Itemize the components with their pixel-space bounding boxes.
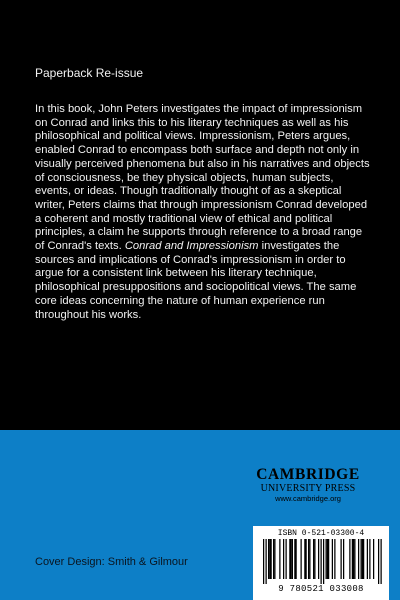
barcode-bar — [354, 539, 355, 579]
barcode-bar — [306, 539, 307, 579]
barcode-bar — [358, 539, 359, 579]
barcode-bar — [341, 539, 342, 579]
barcode-bar — [273, 539, 274, 579]
barcode-bar — [343, 539, 344, 579]
barcode-bar — [308, 539, 309, 579]
barcode-bar — [361, 539, 362, 579]
barcode-bar — [327, 539, 328, 579]
barcode-bar — [266, 539, 267, 584]
publisher-logo — [253, 467, 363, 503]
barcode — [253, 526, 389, 600]
barcode-bar — [289, 539, 290, 579]
barcode-bar — [352, 539, 353, 579]
publisher-url: www.cambridge.org — [275, 494, 341, 503]
barcode-bar — [263, 539, 264, 584]
isbn-number: ISBN 0-521-03300-4 — [277, 529, 365, 538]
barcode-bar — [291, 539, 292, 579]
barcode-bar — [314, 539, 315, 579]
blurb-part-1: In this book, John Peters investigates the impact of impressionism on Conrad and links this to his literary techniques as well as his philosophical and political views. Impressionism, Peters argues, enabled Conrad to encompass both surface and depth not only in visually perceived phenomena but also in his narratives and objects of consciousness, be they physical objects, human subjects, events, or ideas. Though traditionally thought of as a skeptical writer, Peters claims that through impressionism Conrad developed a coherent and mostly traditional view of ethical and political principles, a claim he supports through reference to a broad range of Conrad's texts. — [35, 103, 370, 253]
barcode-bar — [271, 539, 272, 579]
barcode-bar — [304, 539, 305, 579]
barcode-bar — [283, 539, 284, 579]
barcode-bar — [349, 539, 350, 579]
barcode-bar — [381, 539, 382, 584]
blurb-book-title: Conrad and Impressionism — [124, 240, 259, 253]
barcode-bar — [369, 539, 370, 579]
publisher-name: CAMBRIDGE — [256, 466, 360, 483]
barcode-bar — [309, 539, 310, 579]
barcode-bar — [294, 539, 295, 579]
barcode-bar — [363, 539, 364, 579]
barcode-bar — [274, 539, 275, 579]
barcode-bar — [321, 539, 322, 584]
barcode-bar — [378, 539, 379, 584]
barcode-bar — [268, 539, 269, 579]
reissue-label: Paperback Re-issue — [35, 66, 144, 80]
barcode-bar — [318, 539, 319, 579]
cover-design-credit: Cover Design: Smith & Gilmour — [35, 556, 188, 568]
barcode-bar — [279, 539, 280, 579]
barcode-bar — [323, 539, 324, 584]
publisher-press: UNIVERSITY PRESS — [260, 483, 356, 494]
barcode-bar — [313, 539, 314, 579]
barcode-bar — [373, 539, 374, 579]
barcode-bar — [367, 539, 368, 579]
barcode-bar — [292, 539, 293, 579]
book-blurb — [35, 103, 371, 322]
barcode-bar — [328, 539, 329, 579]
barcode-bar — [286, 539, 287, 579]
barcode-bars — [257, 539, 385, 585]
barcode-bar — [301, 539, 302, 579]
blurb-part-2: investigates the sources and implications of Conrad's impressionism in order to argue for a consistent link between his literary technique, philosophical presuppositions and sociopolitical views. The same core ideas concerning the nature of human experience run throughout his works. — [35, 240, 357, 321]
barcode-bar — [353, 539, 354, 579]
barcode-bar — [362, 539, 363, 579]
barcode-bar — [269, 539, 270, 579]
publisher-band — [0, 430, 400, 600]
barcode-bar — [296, 539, 297, 579]
barcode-bar — [332, 539, 333, 579]
barcode-bar — [326, 539, 327, 579]
ean-digits: 9 780521 033008 — [278, 584, 364, 594]
barcode-bar — [334, 539, 335, 579]
